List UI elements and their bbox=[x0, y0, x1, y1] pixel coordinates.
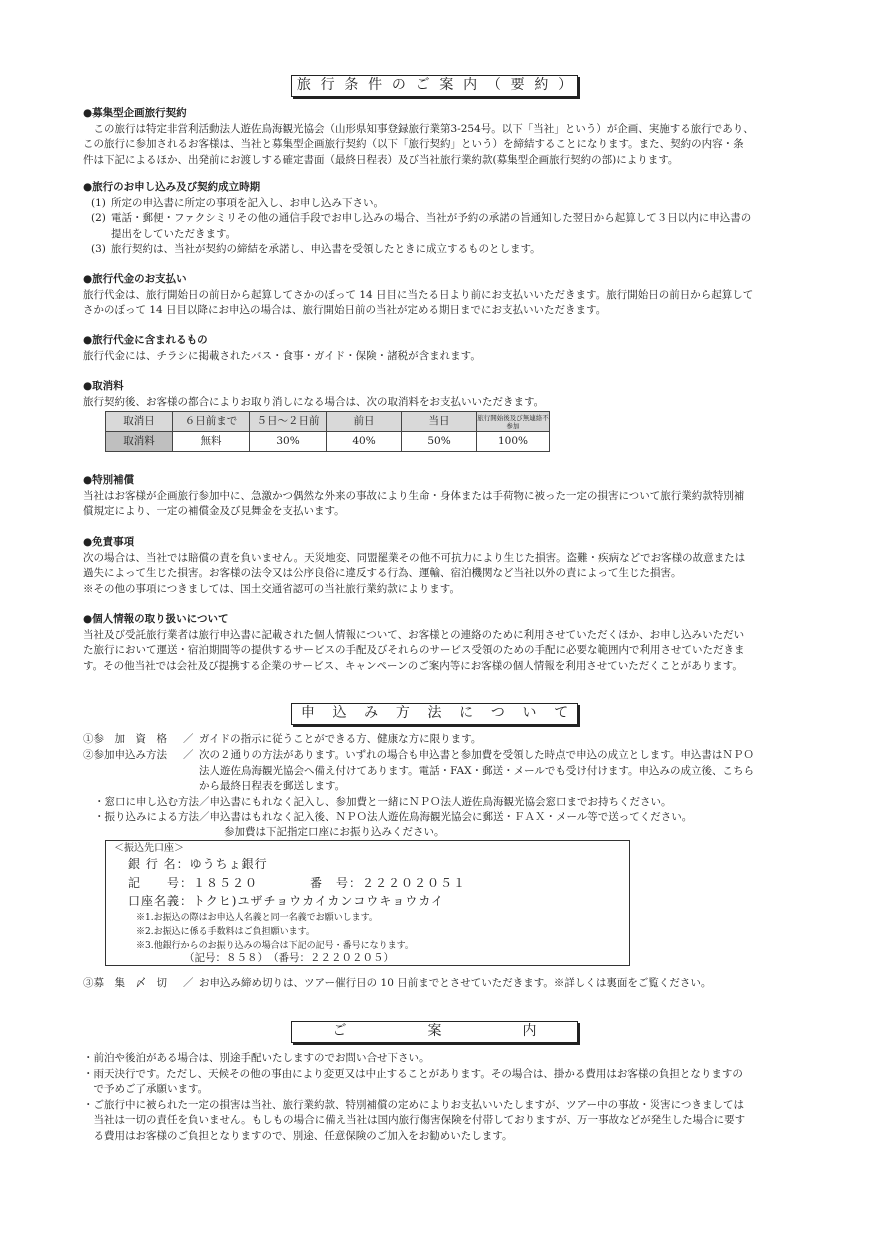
item-number: (3) bbox=[91, 243, 106, 255]
table-header-cell: 当日 bbox=[402, 412, 477, 432]
guide-line: ・前泊や後泊がある場合は、別途手配いたしますのでお問い合せ下さい。 bbox=[83, 1052, 430, 1064]
title-char: 行 bbox=[320, 77, 335, 94]
table-header-cell: 前日 bbox=[327, 412, 402, 432]
paragraph-line: 過失によって生じた損害。お客様の法令又は公序良俗に違反する行為、運輸、宿泊機関など当社以外の責によって生じた損害。 bbox=[83, 567, 682, 579]
paragraph-line: 旅行契約後、お客様の都合によりお取り消しになる場合は、次の取消料をお支払いいただきます。 bbox=[83, 395, 545, 408]
row-slash: ／ bbox=[183, 749, 194, 761]
bank-note: ※2.お振込に係る手数料はご負担願います。 bbox=[136, 927, 315, 937]
section-heading: ●旅行代金のお支払い bbox=[83, 273, 187, 285]
row-text: ガイドの指示に従うことができる方、健康な方に限ります。 bbox=[199, 733, 482, 745]
title-guide bbox=[291, 1021, 578, 1043]
title-char: 案 bbox=[439, 77, 454, 94]
section-heading: ●免責事項 bbox=[83, 536, 135, 548]
table-cell: 30% bbox=[250, 432, 327, 452]
paragraph-line: 償規定により、一定の補償金及び見舞金を支払います。 bbox=[83, 505, 345, 517]
table-cell: 50% bbox=[402, 432, 477, 452]
title-char: 内 bbox=[522, 1023, 537, 1040]
item-text: 所定の申込書に所定の事項を記入し、お申し込み下さい。 bbox=[111, 196, 384, 209]
title-char: 申 bbox=[300, 705, 315, 722]
paragraph-line: 旅行代金は、旅行開始日の前日から起算してさかのぼって 14 日目に当たる日より前にお支払いいただきます。旅行開始日の前日から起算して bbox=[83, 288, 754, 301]
title-char: つ bbox=[490, 705, 505, 722]
title-char: 込 bbox=[332, 705, 347, 722]
title-travel-conditions bbox=[291, 75, 578, 97]
section-payment bbox=[83, 272, 793, 319]
item-text: 電話・郵便・ファクシミリその他の通信手段でお申し込みの場合、当社が予約の承諾の旨通知した翌日から起算して３日以内に申込書の bbox=[111, 212, 752, 224]
section-heading: ●募集型企画旅行契約 bbox=[83, 107, 187, 119]
guide-line: ・ご旅行中に被られた一定の損害は当社、旅行業約款、特別補償の定めによりお支払いいたしますが、ツアー中の事故・災害につきましては bbox=[83, 1098, 744, 1111]
section-heading: ●特別補償 bbox=[83, 474, 135, 486]
title-char: み bbox=[364, 705, 379, 722]
title-char: て bbox=[554, 705, 569, 722]
row-text: 次の２通りの方法があります。いずれの場合も申込書と参加費を受領した時点で申込の成立とします。申込書はＮＰＯ bbox=[199, 749, 754, 761]
section-heading: ●個人情報の取り扱いについて bbox=[83, 613, 229, 625]
transfer-note-line: 参加費は下記指定口座にお振り込みください。 bbox=[224, 826, 445, 838]
section-heading: ●取消料 bbox=[83, 380, 124, 392]
section-contract bbox=[83, 106, 793, 168]
guide-line: で予めご了承願います。 bbox=[83, 1083, 209, 1095]
section-cancel bbox=[83, 379, 793, 410]
account-holder: 口座名義：トクヒ)ユザチョウカイカンコウキョウカイ bbox=[128, 894, 445, 908]
alt-bank-number: （記号：８５８） （番号：２２２０２０５） bbox=[184, 952, 394, 964]
title-char: の bbox=[391, 77, 406, 94]
row-label: ②参加申込み方法 bbox=[83, 749, 167, 761]
section-guide bbox=[83, 1051, 803, 1144]
paragraph-line: 旅行代金には、チラシに掲載されたバス・食事・ガイド・保険・諸税が含まれます。 bbox=[83, 349, 481, 362]
section-special bbox=[83, 473, 793, 520]
item-number: (1) bbox=[91, 196, 106, 209]
table-header-cell: ６日前まで bbox=[173, 412, 250, 432]
section-exempt bbox=[83, 535, 793, 597]
title-char: ご bbox=[332, 1023, 347, 1040]
table-cell: 取消料 bbox=[106, 432, 173, 452]
paragraph-line: さかのぼって 14 日目以降にお申込の場合は、旅行開始日前の当社が定める期日までにお支払いいただきます。 bbox=[83, 304, 607, 316]
numbered-item bbox=[83, 196, 793, 212]
title-char: い bbox=[522, 705, 537, 722]
bank-code-number: 記 号：１８５２０ 番 号：２２２０２０５１ bbox=[128, 876, 467, 890]
bank-note: ※1.お振込の際はお申込人名義と同一名義でお願いします。 bbox=[136, 913, 378, 923]
row-slash: ／ bbox=[183, 733, 194, 745]
item-text: 提出をしていただきます。 bbox=[111, 227, 237, 240]
counter-method-line: ・窓口に申し込む方法／申込書にもれなく記入し、参加費と一緒にＮＰＯ法人遊佐鳥海観光協会窓口までお持ちください。 bbox=[94, 796, 672, 808]
paragraph-line: 件は下記によるほか、出発前にお渡しする確定書面（最終日程表）及び当社旅行業約款(募集型企画旅行契約の部)によります。 bbox=[83, 153, 679, 166]
row-slash: ／ bbox=[183, 977, 194, 989]
title-char: に bbox=[459, 705, 474, 722]
section-apply bbox=[83, 180, 793, 258]
title-char: 法 bbox=[427, 705, 442, 722]
paragraph-line: この旅行は特定非営利活動法人遊佐鳥海観光協会（山形県知事登録旅行業第3-254号。以下「当社」という）が企画、実施する旅行であり、 bbox=[83, 122, 754, 135]
application-method-row bbox=[83, 748, 803, 795]
section-heading: ●旅行代金に含まれるもの bbox=[83, 334, 208, 346]
section-included bbox=[83, 333, 793, 364]
table-cell: 無料 bbox=[173, 432, 250, 452]
row-text: 法人遊佐鳥海観光協会へ備え付けてあります。電話・FAX・郵送・メールでも受け付けます。申込みの成立後、こちら bbox=[199, 764, 755, 777]
row-label: ①参 加 資 格 bbox=[83, 733, 167, 745]
table-cell: 40% bbox=[327, 432, 402, 452]
item-number: (2) bbox=[91, 212, 106, 224]
section-privacy bbox=[83, 612, 793, 674]
paragraph-line: 当社はお客様が企画旅行参加中に、急激かつ偶然な外来の事故により生命・身体または手荷物に被った一定の損害について旅行業約款特別補 bbox=[83, 489, 745, 502]
numbered-item bbox=[83, 211, 793, 227]
paragraph-line: す。その他当社では会社及び提携する企業のサービス、キャンペーンのご案内等にお客様の個人情報を利用させていただくことがあります。 bbox=[83, 659, 743, 672]
table-cell: 100% bbox=[477, 432, 550, 452]
bank-account-box bbox=[105, 840, 630, 966]
title-char: ご bbox=[415, 77, 430, 94]
guide-line: る費用はお客様のご負担となりますので、別途、任意保険のご加入をお勧めいたします。 bbox=[83, 1129, 513, 1142]
row-label: ③募 集 〆 切 bbox=[83, 977, 167, 989]
guide-line: ・雨天決行です。ただし、天候その他の事由により変更又は中止することがあります。その場合は、掛かる費用はお客様の負担となりますの bbox=[83, 1067, 743, 1080]
paragraph-line: この旅行に参加されるお客様は、当社と募集型企画旅行契約（以下「旅行契約」という）を締結することになります。また、契約の内容・条 bbox=[83, 138, 744, 150]
table-header-row bbox=[106, 412, 550, 432]
row-text: から最終日程表を郵送します。 bbox=[199, 780, 346, 792]
item-number bbox=[83, 227, 111, 243]
bank-caption: ＜振込先口座＞ bbox=[114, 843, 184, 854]
table-header-cell: 旅行開始後及び無連絡不参加 bbox=[477, 413, 549, 430]
guide-line: 当社は一切の責任を負いません。もしもの場合に備え当社は国内旅行傷害保険を付帯しておりますが、万一事故などが発生した場合に要す bbox=[83, 1114, 746, 1126]
section-heading: ●旅行のお申し込み及び契約成立時期 bbox=[83, 181, 261, 193]
title-char: 件 bbox=[368, 77, 383, 94]
paragraph-line: ※その他の事項につきましては、国土交通省認可の当社旅行業約款によります。 bbox=[83, 582, 460, 595]
row-text: お申込み締め切りは、ツアー催行日の 10 日前までとさせていただきます。※詳しくは裏面をご覧ください。 bbox=[199, 977, 712, 989]
bank-name: 銀 行 名：ゆうちょ銀行 bbox=[128, 857, 268, 871]
title-char: 案 bbox=[427, 1023, 442, 1040]
bank-note: ※3.他銀行からのお振り込みの場合は下記の記号・番号になります。 bbox=[136, 941, 414, 951]
numbered-item bbox=[83, 242, 793, 258]
title-char: 約 bbox=[534, 77, 549, 94]
title-char: ） bbox=[558, 77, 573, 94]
cancellation-fee-table bbox=[105, 411, 550, 452]
item-text: 旅行契約は、当社が契約の締結を承諾し、申込書を受領したときに成立するものとします。 bbox=[111, 243, 541, 255]
table-row bbox=[106, 432, 550, 452]
table-header-cell: ５日～２日前 bbox=[250, 412, 327, 432]
paragraph-line: 次の場合は、当社では賠償の責を負いません。天災地変、同盟罷業その他不可抗力により生じた損害。盗難・疾病などでお客様の故意または bbox=[83, 551, 746, 564]
transfer-method-line: ・振り込みによる方法／申込書はもれなく記入後、ＮＰＯ法人遊佐鳥海観光協会に郵送・ＦＡＸ・メール等で送ってください。 bbox=[94, 811, 693, 823]
title-char: （ bbox=[486, 77, 501, 94]
deadline-row bbox=[83, 976, 803, 992]
participation-requirement-row bbox=[83, 732, 803, 748]
paragraph-line: た旅行において運送・宿泊期間等の提供するサービスの手配及びそれらのサービス受領のための手配に必要な範囲内で利用させていただきま bbox=[83, 644, 745, 656]
title-char: 条 bbox=[344, 77, 359, 94]
title-char: 要 bbox=[510, 77, 525, 94]
table-header-cell: 取消日 bbox=[106, 412, 173, 432]
title-char: 方 bbox=[395, 705, 410, 722]
numbered-item bbox=[83, 227, 793, 243]
title-char: 旅 bbox=[296, 77, 311, 94]
title-char: 内 bbox=[463, 77, 478, 94]
title-application-method bbox=[291, 703, 578, 725]
paragraph-line: 当社及び受託旅行業者は旅行申込書に記載された個人情報について、お客様との連絡のために利用させていただくほか、お申し込みいただい bbox=[83, 628, 745, 641]
